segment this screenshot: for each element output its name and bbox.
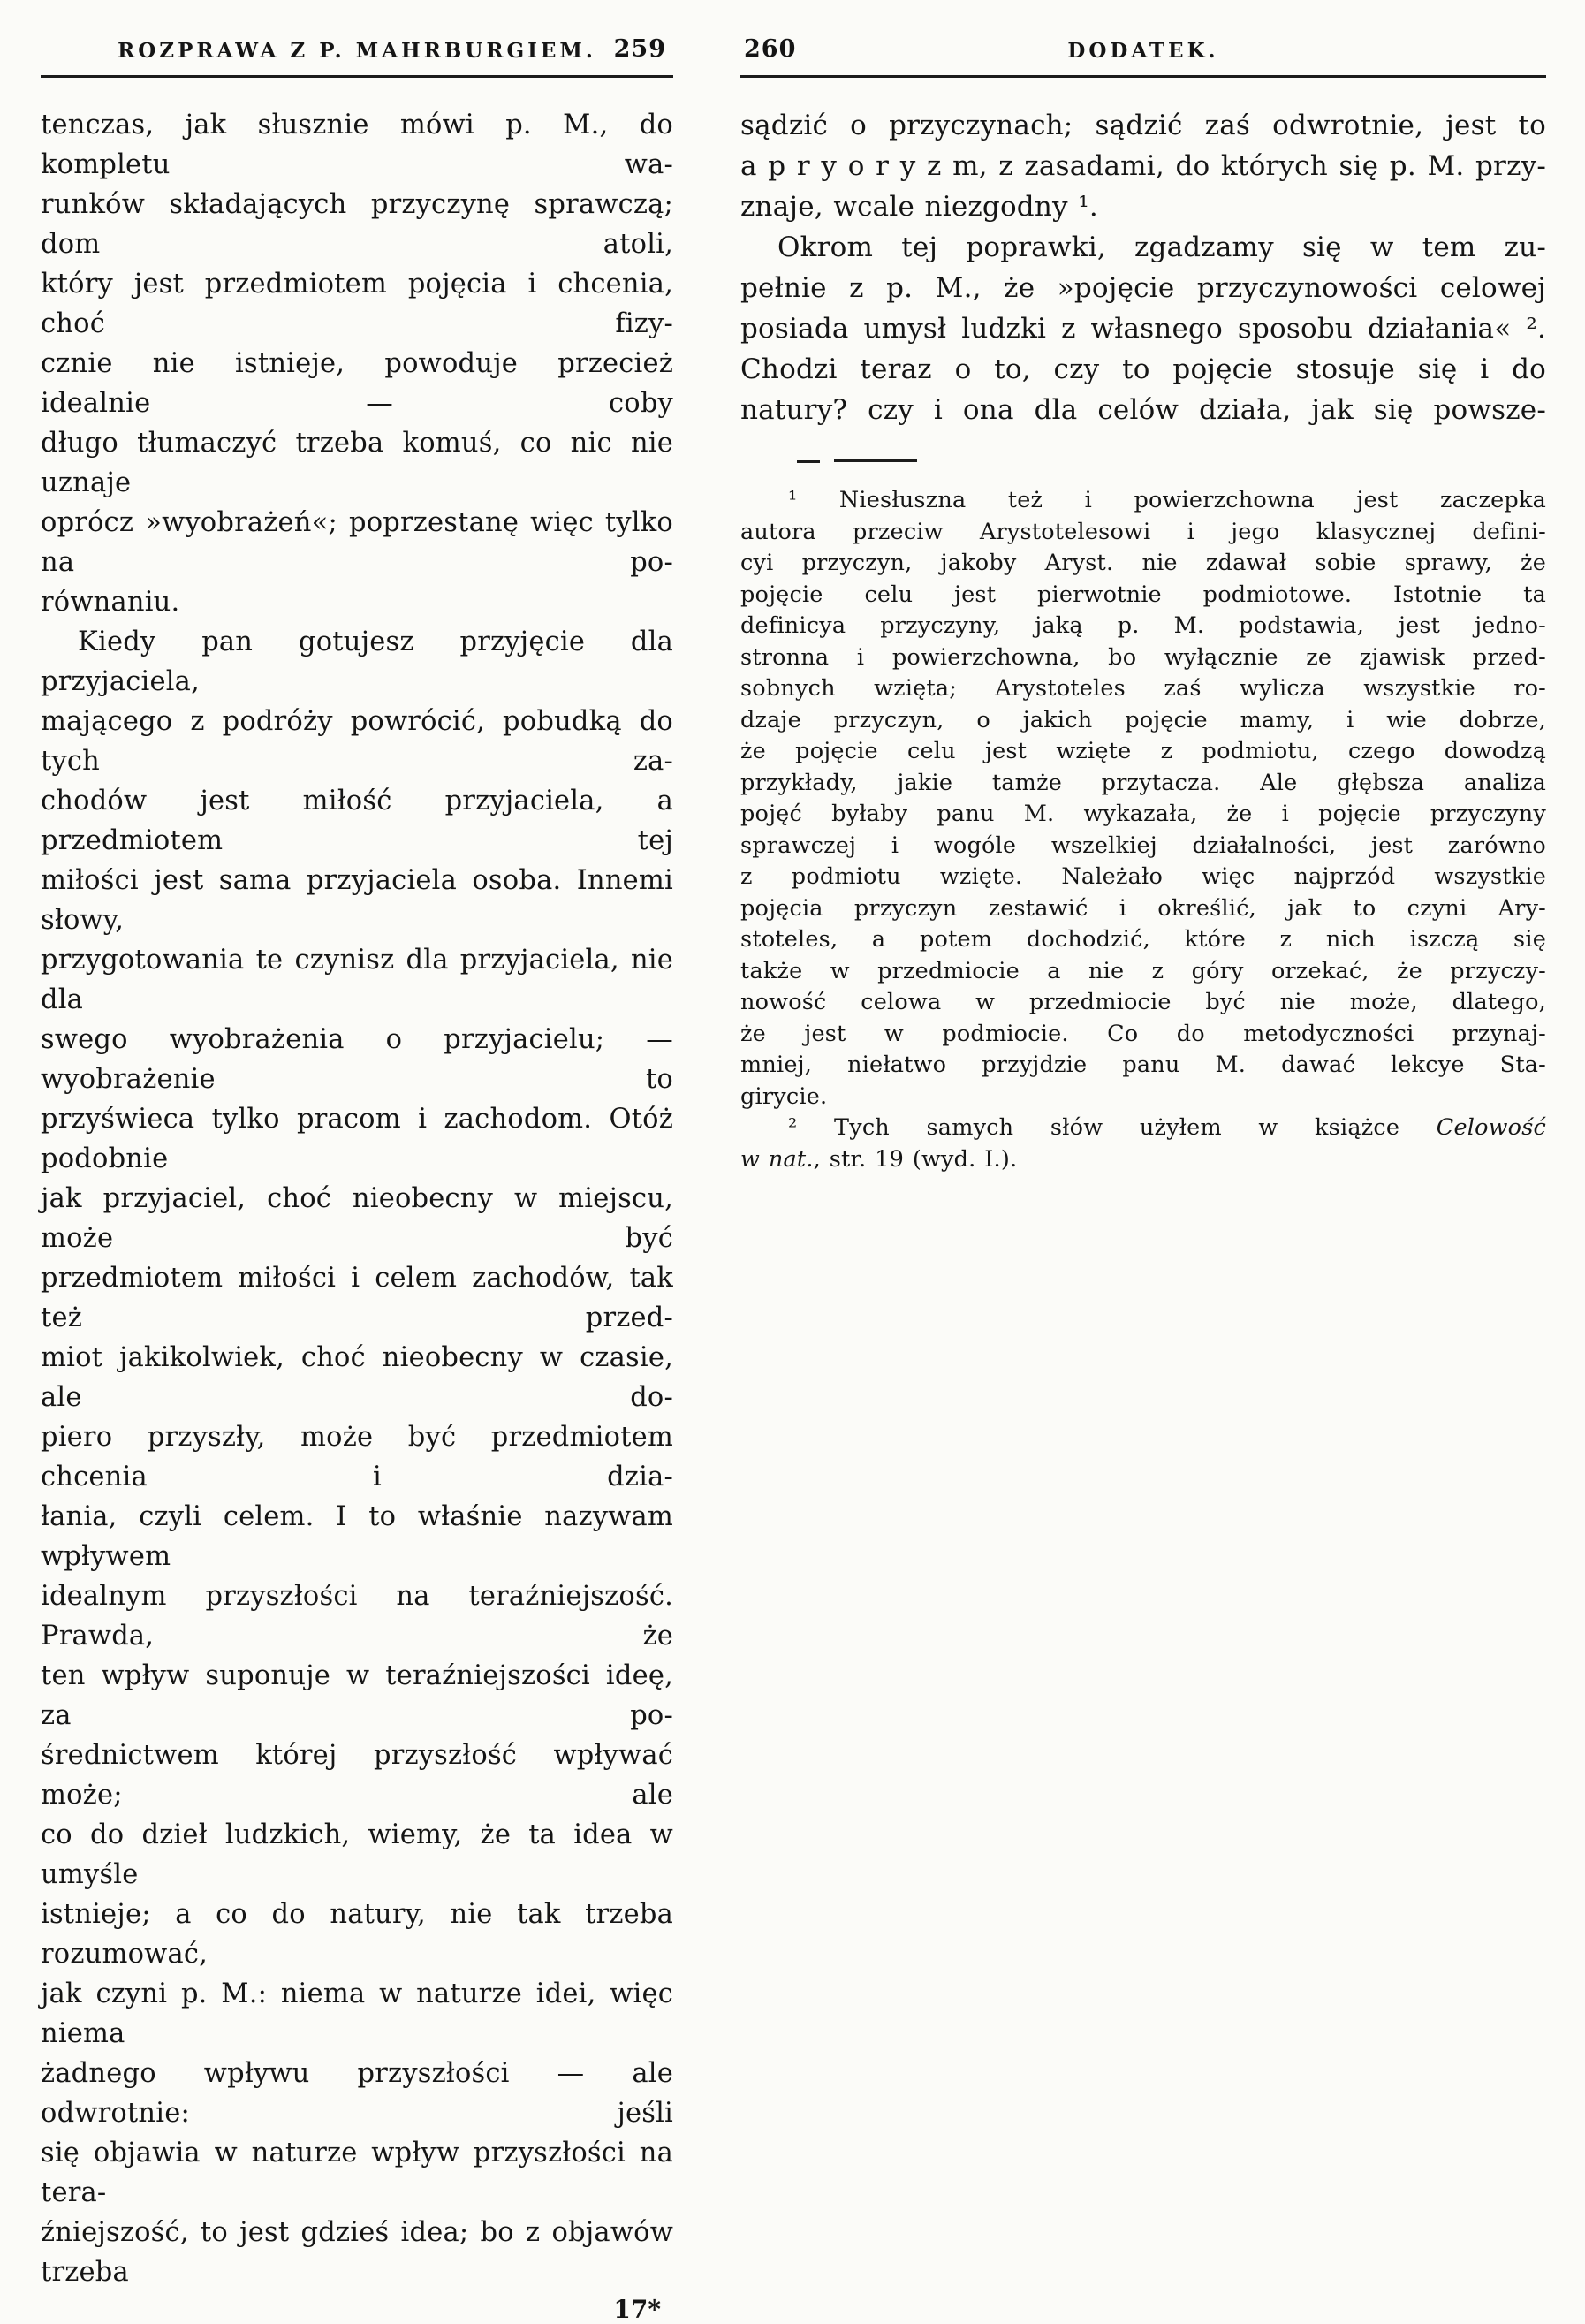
text-line: runków składających przyczynę sprawczą; dom atoli,	[41, 189, 673, 260]
right-page-number: 260	[744, 35, 797, 63]
text-line: mającego z podróży powrócić, pobudką do tych za-	[41, 706, 673, 777]
text-line: piero przyszły, może być przedmiotem chcenia i dzia-	[41, 1422, 673, 1492]
paragraph	[740, 485, 1546, 1113]
right-page-header	[740, 34, 1546, 78]
text-line: istnieje; a co do natury, nie tak trzeba rozumować,	[41, 1899, 673, 1970]
text-line: ¹ Niesłuszna też i powierzchowna jest zaczepka	[788, 487, 1546, 513]
text-line: przygotowania te czynisz dla przyjaciela, nie dla	[41, 945, 673, 1015]
text-line: swego wyobrażenia o przyjacielu; — wyobrażenie to	[41, 1024, 673, 1095]
text-line: przykłady, jakie tamże przytacza. Ale głębsza analiza	[740, 769, 1546, 796]
text-line: który jest przedmiotem pojęcia i chcenia, choć fizy-	[41, 269, 673, 339]
text-line: stoteles, a potem dochodzić, które z nich iszczą się	[740, 926, 1546, 953]
text-line: przedmiotem miłości i celem zachodów, tak też przed-	[41, 1263, 673, 1333]
left-page-number: 259	[613, 35, 666, 63]
text-line: przyświeca tylko pracom i zachodom. Otóż podobnie	[41, 1104, 673, 1174]
text-line: mniej, niełatwo przyjdzie panu M. dawać lekcye Sta-	[740, 1052, 1546, 1078]
text-line: definicya przyczyny, jaką p. M. podstawia, jest jedno-	[740, 612, 1546, 639]
left-page	[41, 34, 673, 2324]
text-line: dzaje przyczyn, o jakich pojęcie mamy, i wie dobrze,	[740, 706, 1546, 733]
footnotes-block	[740, 485, 1546, 1175]
footnote-separator	[797, 450, 1546, 475]
text-line: znaje, wcale niezgodny ¹.	[740, 191, 1098, 223]
text-line: w nat., str. 19 (wyd. I.).	[740, 1145, 1018, 1173]
paragraph	[740, 1113, 1546, 1175]
text-line: pełnie z p. M., że »pojęcie przyczynowości celowej	[740, 272, 1546, 304]
text-line: się objawia w naturze wpływ przyszłości na tera-	[41, 2138, 673, 2208]
text-line: jak czyni p. M.: niema w naturze idei, więc niema	[41, 1978, 673, 2049]
text-line: pojęć byłaby panu M. wykazała, że i pojęcie przyczyny	[740, 801, 1546, 827]
text-line: miot jakikolwiek, choć nieobecny w czasie, ale do-	[41, 1342, 673, 1413]
text-line: ² Tych samych słów użyłem w książce Celowość	[788, 1114, 1546, 1141]
text-line: żadnego wpływu przyszłości — ale odwrotnie: jeśli	[41, 2058, 673, 2129]
text-line: co do dzieł ludzkich, wiemy, że ta idea w umyśle	[41, 1819, 673, 1890]
left-page-header	[41, 34, 673, 78]
text-line: cyi przyczyn, jakoby Aryst. nie zdawał sobie sprawy, że	[740, 550, 1546, 576]
text-line: posiada umysł ludzki z własnego sposobu działania« ².	[740, 313, 1546, 345]
text-line: że jest w podmiocie. Co do metodyczności przynaj-	[740, 1020, 1546, 1047]
text-line: girycie.	[740, 1082, 828, 1110]
text-line: cznie nie istnieje, powoduje przecież idealnie — coby	[41, 348, 673, 419]
right-header-rule	[740, 75, 1546, 78]
left-running-head	[41, 34, 673, 71]
text-line: z podmiotu wzięte. Należało więc najprzód wszystkie	[740, 863, 1546, 890]
left-header-rule	[41, 75, 673, 78]
right-body-text	[740, 105, 1546, 430]
text-line: autora przeciw Arystotelesowi i jego klasycznej defini-	[740, 518, 1546, 545]
paragraph	[740, 227, 1546, 430]
footnote-separator-bar	[834, 459, 917, 462]
text-line: źniejszość, to jest gdzieś idea; bo z objawów trzeba	[41, 2217, 673, 2288]
text-line: że pojęcie celu jest wzięte z podmiotu, czego dowodzą	[740, 738, 1546, 764]
text-line: długo tłumaczyć trzeba komuś, co nic nie uznaje	[41, 428, 673, 498]
text-line: tenczas, jak słusznie mówi p. M., do kompletu wa-	[41, 110, 673, 180]
right-page	[740, 34, 1546, 1175]
text-line: sobnych wzięta; Arystoteles zaś wylicza wszystkie ro-	[740, 675, 1546, 702]
signature-mark: 17*	[613, 2295, 661, 2324]
text-line: średnictwem której przyszłość wpływać może; ale	[41, 1740, 673, 1811]
text-line: chodów jest miłość przyjaciela, a przedmiotem tej	[41, 786, 673, 856]
text-line: Kiedy pan gotujesz przyjęcie dla przyjaciela,	[41, 627, 673, 697]
text-line: a p r y o r y z m, z zasadami, do których się p. M. przy-	[740, 150, 1546, 182]
paragraph	[41, 622, 673, 2292]
text-line: jak przyjaciel, choć nieobecny w miejscu, może być	[41, 1183, 673, 1254]
footnote-separator-dash	[797, 460, 820, 463]
text-line: Okrom tej poprawki, zgadzamy się w tem zu-	[777, 232, 1546, 263]
text-line: także w przedmiocie a nie z góry orzekać, że przyczy-	[740, 957, 1546, 984]
text-line: stronna i powierzchowna, bo wyłącznie ze zjawisk przed-	[740, 643, 1546, 671]
text-line: sądzić o przyczynach; sądzić zaś odwrotnie, jest to	[740, 110, 1546, 141]
paragraph	[41, 105, 673, 622]
paragraph	[740, 105, 1546, 227]
right-running-head	[740, 34, 1546, 71]
text-line: miłości jest sama przyjaciela osoba. Innemi słowy,	[41, 865, 673, 936]
text-line: idealnym przyszłości na teraźniejszość. Prawda, że	[41, 1581, 673, 1652]
text-line: Chodzi teraz o to, czy to pojęcie stosuje się i do	[740, 353, 1546, 385]
right-running-title: DODATEK.	[1067, 39, 1219, 63]
text-line: sprawczej i wogóle wszelkiej działalności, jest zarówno	[740, 832, 1546, 859]
text-line: nowość celowa w przedmiocie być nie może, dlatego,	[740, 989, 1546, 1015]
text-line: oprócz »wyobrażeń«; poprzestanę więc tylko na po-	[41, 507, 673, 578]
left-running-title: ROZPRAWA Z P. MAHRBURGIEM.	[118, 39, 596, 63]
text-line: pojęcie celu jest pierwotnie podmiotowe. Istotnie ta	[740, 581, 1546, 608]
text-line: ten wpływ suponuje w teraźniejszości ideę, za po-	[41, 1660, 673, 1731]
left-body-text	[41, 105, 673, 2292]
text-line: natury? czy i ona dla celów działa, jak się powsze-	[740, 394, 1546, 426]
text-line: równaniu.	[41, 587, 180, 618]
text-line: pojęcia przyczyn zestawić i określić, jak to czyni Ary-	[740, 894, 1546, 922]
text-line: łania, czyli celem. I to właśnie nazywam wpływem	[41, 1501, 673, 1572]
